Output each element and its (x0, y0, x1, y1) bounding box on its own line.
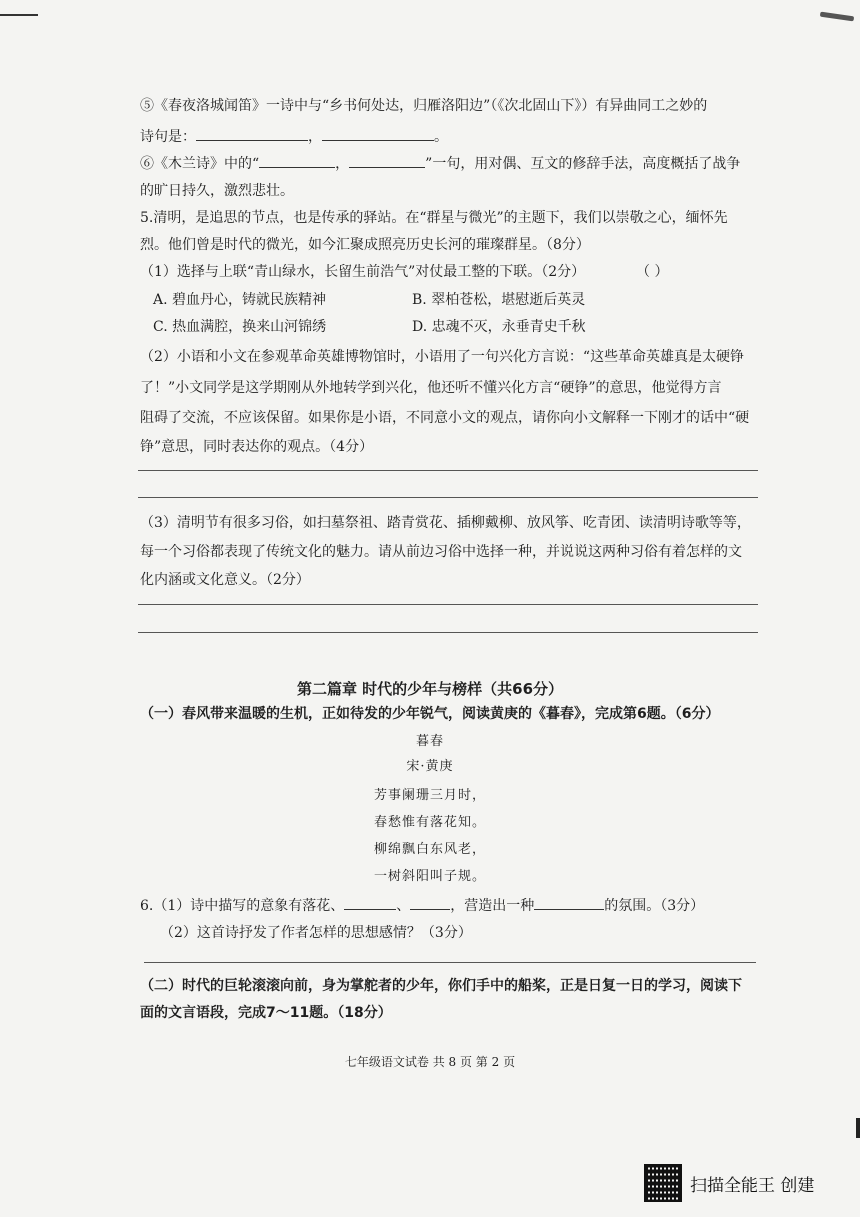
answer-line[interactable] (138, 604, 758, 605)
page-footer: 七年级语文试卷 共 8 页 第 2 页 (344, 1055, 516, 1069)
scan-margin-mark (856, 1118, 860, 1138)
q5-sub2-line4: 铮”意思，同时表达你的观点。（4分） (140, 439, 374, 455)
answer-line[interactable] (138, 632, 758, 633)
poem-author: 宋·黄庚 (406, 759, 454, 774)
q5-sub1: （1）选择与上联“青山绿水，长留生前浩气”对仗最工整的下联。（2分） (140, 264, 586, 280)
q5-sub2-line1: （2）小语和小文在参观革命英雄博物馆时，小语用了一句兴化方言说：“这些革命英雄真是太硬铮 (140, 349, 745, 365)
answer-blank[interactable] (410, 895, 450, 910)
answer-line[interactable] (138, 470, 758, 471)
option-b[interactable]: B. 翠柏苍松，堪慰逝后英灵 (412, 292, 586, 308)
qr-code-icon (644, 1164, 682, 1202)
q4-item5-line2: 诗句是： ， 。 (140, 126, 448, 148)
watermark-text: 扫描全能王 创建 (690, 1175, 815, 1196)
answer-blank[interactable] (259, 153, 335, 168)
option-c[interactable]: C. 热血满腔，换来山河锦绣 (153, 319, 327, 335)
part2-title: 第二篇章 时代的少年与榜样（共66分） (296, 680, 564, 698)
part2-section2-intro-line1: （二）时代的巨轮滚滚向前，身为掌舵者的少年，你们手中的船桨，正是日复一日的学习，阅读下 (140, 978, 742, 994)
scan-edge-mark (820, 12, 854, 22)
q5-sub3-line2: 每一个习俗都表现了传统文化的魅力。请从前边习俗中选择一种，并说说这两种习俗有着怎样的文 (140, 544, 742, 560)
scan-edge-mark (0, 14, 38, 16)
answer-line[interactable] (138, 497, 758, 498)
answer-blank[interactable] (534, 895, 604, 910)
q5-sub2-line2: 了！”小文同学是这学期刚从外地转学到兴化，他还听不懂兴化方言“硬铮”的意思，他觉得方言 (140, 380, 722, 396)
q6-sub1: 6.（1）诗中描写的意象有落花、 、 ，营造出一种 的氛围。（3分） (140, 895, 704, 917)
poem-title: 暮春 (415, 734, 444, 749)
answer-blank[interactable] (196, 126, 308, 141)
scanner-watermark (644, 1163, 814, 1203)
q4-item5-line1: ⑤《春夜洛城闻笛》一诗中与“乡书何处达，归雁洛阳边”（《次北固山下》）有异曲同工之妙的 (140, 98, 708, 114)
part2-section2-intro-line2: 面的文言语段，完成7～11题。（18分） (140, 1005, 392, 1021)
poem-line: 一树斜阳叫子规。 (373, 869, 486, 884)
poem-line: 柳绵飘白东风老， (373, 842, 486, 857)
q5-sub3-line1: （3）清明节有很多习俗，如扫墓祭祖、踏青赏花、插柳戴柳、放风筝、吃青团、读清明诗歌等等， (140, 515, 751, 531)
q4-item6-line1: ⑥《木兰诗》中的“ ， ”一句，用对偶、互文的修辞手法，高度概括了战争 (140, 153, 740, 175)
option-a[interactable]: A. 碧血丹心，铸就民族精神 (153, 292, 327, 308)
answer-line[interactable] (144, 962, 756, 963)
option-d[interactable]: D. 忠魂不灭，永垂青史千秋 (412, 319, 586, 335)
q5-intro-line1: 5.清明，是追思的节点，也是传承的驿站。在“群星与微光”的主题下，我们以崇敬之心，缅怀先 (140, 210, 728, 226)
part2-section1-intro: （一）春风带来温暖的生机，正如待发的少年锐气，阅读黄庚的《暮春》，完成第6题。（6分） (140, 706, 720, 722)
q4-item6-line2: 的旷日持久，激烈悲壮。 (140, 183, 294, 199)
q5-sub2-line3: 阻碍了交流，不应该保留。如果你是小语，不同意小文的观点，请你向小文解释一下刚才的话中“硬 (140, 410, 750, 426)
poem-line: 春愁惟有落花知。 (373, 815, 486, 830)
q6-sub2: （2）这首诗抒发了作者怎样的思想感情？（3分） (160, 925, 472, 941)
q5-intro-line2: 烈。他们曾是时代的微光，如今汇聚成照亮历史长河的璀璨群星。（8分） (140, 237, 590, 253)
poem-line: 芳事阑珊三月时， (373, 788, 486, 803)
answer-paren[interactable]: （ ） (636, 264, 669, 280)
answer-blank[interactable] (322, 126, 434, 141)
q5-sub3-line3: 化内涵或文化意义。（2分） (140, 572, 310, 588)
answer-blank[interactable] (349, 153, 425, 168)
answer-blank[interactable] (344, 895, 396, 910)
